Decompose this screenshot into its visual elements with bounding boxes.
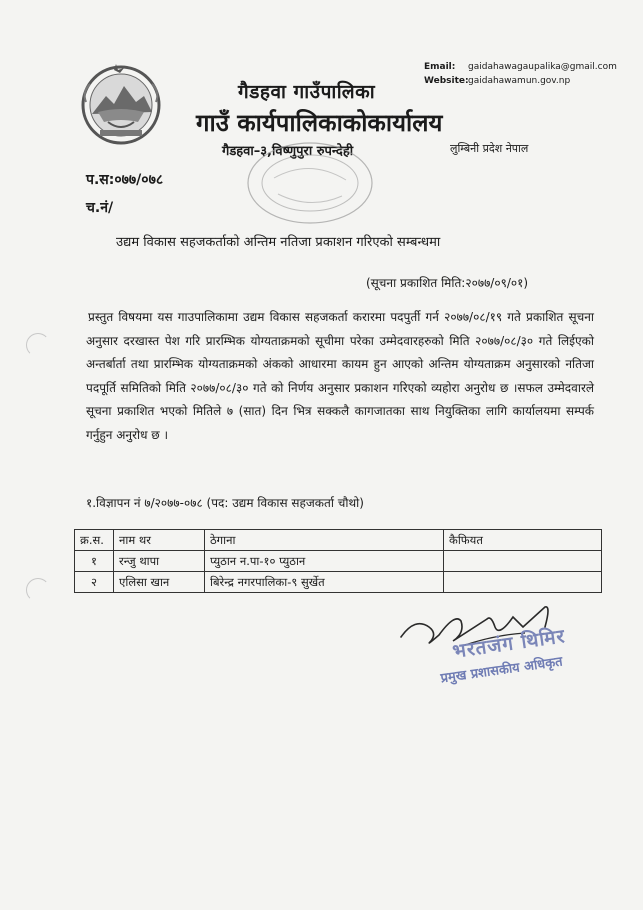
letter-number: प.स:०७७/०७८ (86, 172, 164, 188)
table-row (75, 551, 602, 572)
punch-hole (26, 333, 50, 357)
nepal-emblem-icon (78, 62, 164, 148)
notice-date: (सूचना प्रकाशित मिति:२०७७/०९/०१) (366, 276, 529, 290)
advertisement-line: १.विज्ञापन नं ७/२०७७-०७८ (पद: उद्यम विकास सहजकर्ता चौथो) (86, 496, 364, 510)
results-table (74, 529, 602, 593)
website-value: gaidahawamun.gov.np (468, 76, 571, 86)
cell-address: बिरेन्द्र नगरपालिका-९ सुर्खेत (205, 572, 444, 593)
signatory-title-stamp: प्रमुख प्रशासकीय अधिकृत (439, 654, 564, 687)
punch-hole (26, 578, 50, 602)
cell-name: एलिसा खान (114, 572, 205, 593)
cell-serial: १ (75, 551, 114, 572)
municipality-name: गैडहवा गाउँपालिका (238, 81, 376, 103)
email-value: gaidahawagaupalika@gmail.com (468, 62, 617, 72)
email-label: Email: (424, 62, 456, 72)
header-serial: क्र.स. (75, 530, 114, 551)
office-stamp-icon (230, 138, 380, 233)
table-header-row (75, 530, 602, 551)
header-address: ठेगाना (205, 530, 444, 551)
notice-body: प्रस्तुत विषयमा यस गाउपालिकामा उद्यम विकास सहजकर्ता करारमा पदपुर्ती गर्न २०७७/०८/१९ गते प्रकाशित सूचना अनुसार दरखास्त पेश गरि प्रारम्भिक योग्यताक्रमको सूचीमा परेका उम्मेदवारहरुको मिति २०७७/०८/३० गते लिईएको अन्तर्बार्ता तथा प्रारम्भिक योग्यताक्रमको अंकको आधारमा कायम हुन आएको अन्तिम योग्यताक्रम अनुसारको नतिजा पदपूर्ति समितिको मिति २०७७/०८/३० गते को निर्णय अनुसार प्रकाशन गरिएको व्यहोरा अनुरोध छ ।सफल उम्मेदवारले सूचना प्रकाशित भएको मितिले ७ (सात) दिन भित्र सक्कलै कागजातका साथ नियुक्तिका लागि कार्यालयमा सम्पर्क गर्नुहुन अनुरोध छ । (86, 310, 594, 442)
office-name: गाउँ कार्यपालिकाकोकार्यालय (196, 109, 443, 137)
cell-address: प्युठान न.पा-१० प्युठान (205, 551, 444, 572)
cell-remarks (444, 551, 602, 572)
cell-serial: २ (75, 572, 114, 593)
header-name: नाम थर (114, 530, 205, 551)
website-label: Website: (424, 76, 469, 86)
dispatch-number: च.नं/ (86, 200, 114, 216)
cell-remarks (444, 572, 602, 593)
header-remarks: कैफियत (444, 530, 602, 551)
table-row (75, 572, 602, 593)
contact-block (424, 60, 617, 88)
office-address: गैडहवा–३,विष्णुपुरा रुपन्देही (222, 144, 354, 159)
subject-line: उद्यम विकास सहजकर्ताको अन्तिम नतिजा प्रकाशन गरिएको सम्बन्धमा (116, 235, 441, 250)
cell-name: रन्जु थापा (114, 551, 205, 572)
signatory-name-stamp: भरतजंग थिमिर (451, 625, 567, 663)
province-name: लुम्बिनी प्रदेश नेपाल (450, 142, 529, 155)
